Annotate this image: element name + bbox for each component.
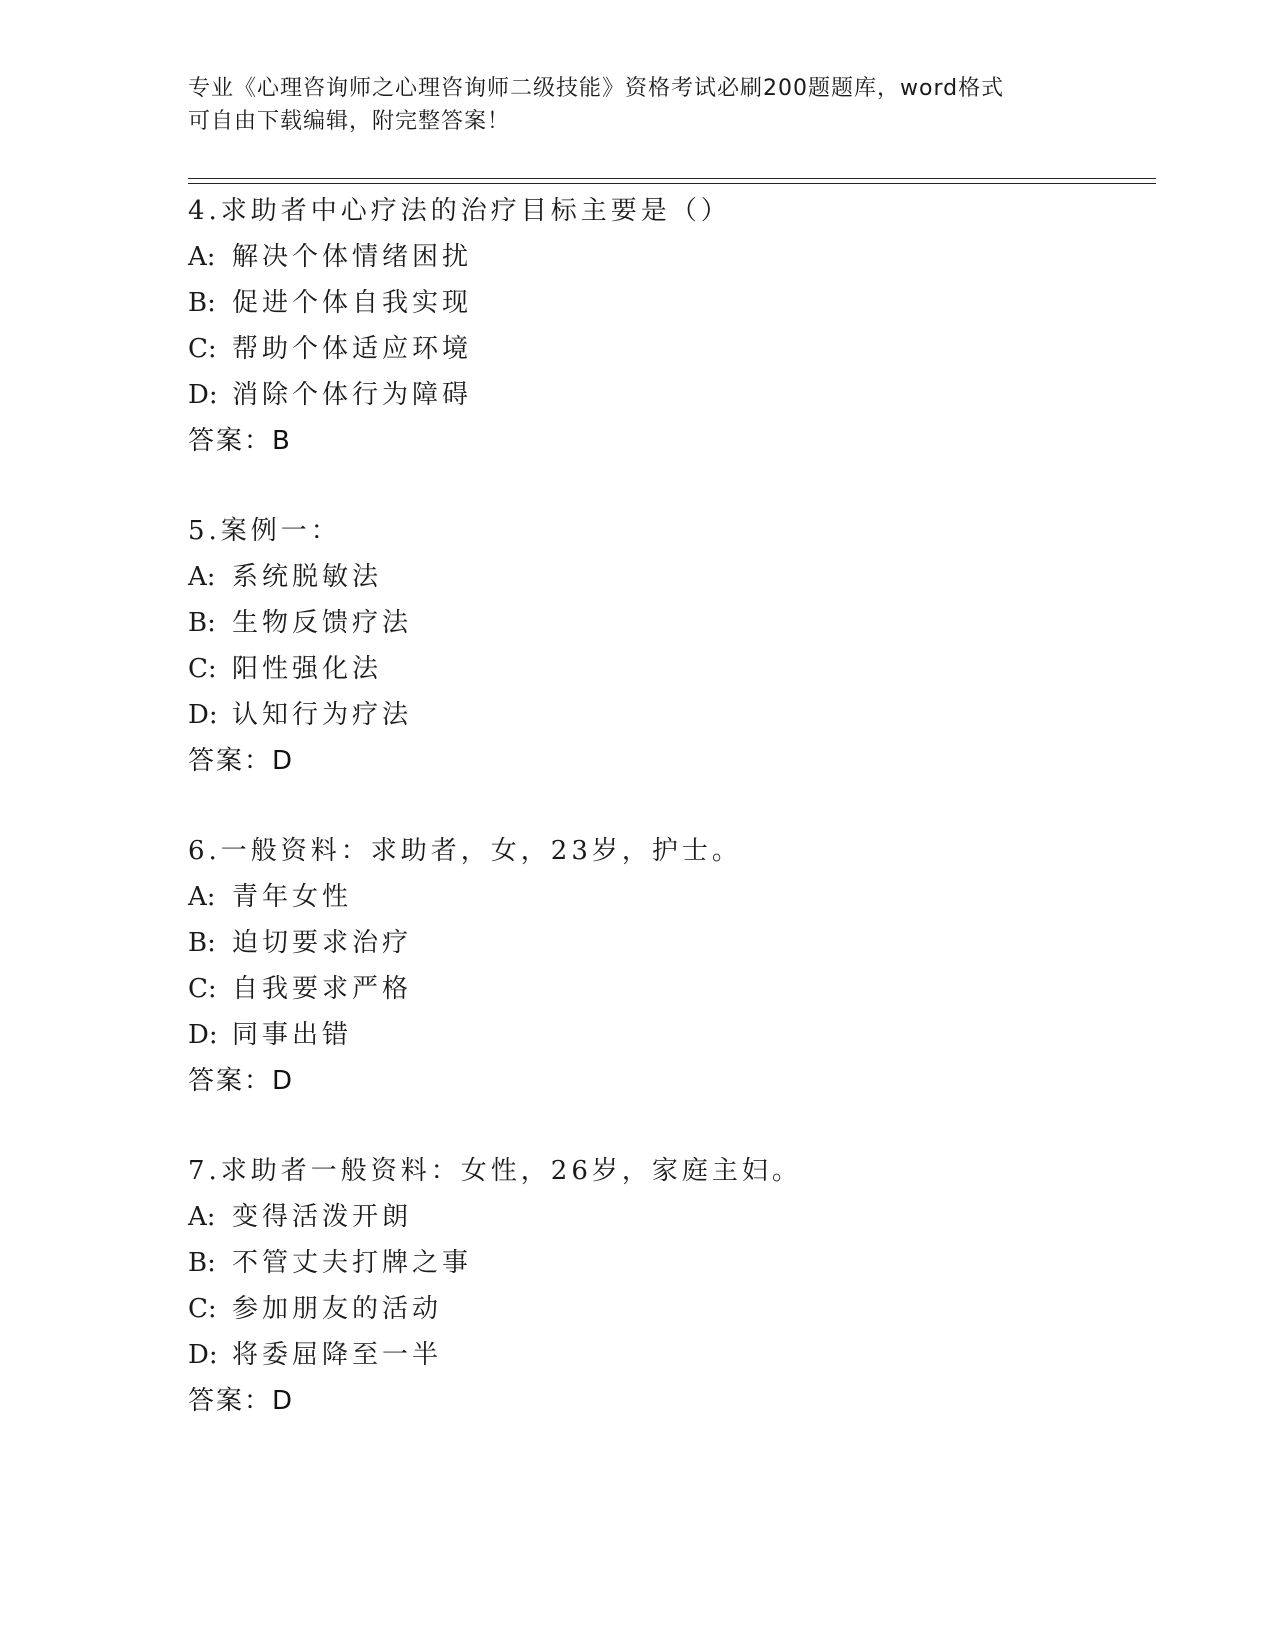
option-letter: C: [188, 654, 217, 684]
question-5 [188, 508, 1148, 784]
header-divider-top [188, 178, 1156, 179]
option-text: 促进个体自我实现 [232, 288, 473, 318]
document-header [188, 72, 1088, 138]
option-letter: C: [188, 974, 217, 1004]
question-4 [188, 188, 1148, 464]
question-stem: 6.一般资料：求助者，女，23岁，护士。 [188, 836, 742, 866]
option-text: 生物反馈疗法 [232, 608, 413, 638]
option-letter: B: [188, 608, 216, 638]
question-6 [188, 828, 1148, 1104]
header-divider-bottom [188, 183, 1156, 184]
option-letter: C: [188, 1294, 217, 1324]
option-text: 系统脱敏法 [232, 562, 383, 592]
option-c [188, 326, 1148, 372]
option-text: 解决个体情绪困扰 [232, 242, 473, 272]
option-letter: D: [188, 700, 218, 730]
option-b [188, 920, 1148, 966]
option-d [188, 692, 1148, 738]
option-c [188, 1286, 1148, 1332]
question-stem: 7.求助者一般资料：女性，26岁，家庭主妇。 [188, 1156, 802, 1186]
option-letter: B: [188, 928, 216, 958]
option-text: 迫切要求治疗 [232, 928, 413, 958]
option-letter: B: [188, 288, 216, 318]
option-b [188, 280, 1148, 326]
option-letter: C: [188, 334, 217, 364]
option-text: 自我要求严格 [232, 974, 413, 1004]
header-line-2: 可自由下载编辑，附完整答案！ [188, 109, 511, 134]
option-text: 变得活泼开朗 [232, 1202, 413, 1232]
option-letter: A: [188, 242, 216, 272]
option-a [188, 554, 1148, 600]
option-text: 青年女性 [232, 882, 353, 912]
option-a [188, 234, 1148, 280]
answer-label: 答案：B [188, 426, 292, 456]
option-text: 参加朋友的活动 [232, 1294, 443, 1324]
option-letter: D: [188, 1340, 218, 1370]
option-text: 认知行为疗法 [232, 700, 413, 730]
option-text: 阳性强化法 [232, 654, 383, 684]
option-d [188, 1332, 1148, 1378]
option-text: 不管丈夫打牌之事 [232, 1248, 473, 1278]
option-c [188, 966, 1148, 1012]
option-letter: B: [188, 1248, 216, 1278]
option-letter: A: [188, 562, 216, 592]
answer-label: 答案：D [188, 1066, 295, 1096]
header-line-1: 专业《心理咨询师之心理咨询师二级技能》资格考试必刷200题题库，word格式 [188, 76, 1005, 101]
answer-label: 答案：D [188, 746, 295, 776]
question-stem: 5.案例一： [188, 516, 341, 546]
option-letter: A: [188, 882, 216, 912]
option-text: 将委屈降至一半 [232, 1340, 443, 1370]
option-text: 同事出错 [232, 1020, 353, 1050]
answer-label: 答案：D [188, 1386, 295, 1416]
option-letter: D: [188, 380, 218, 410]
option-c [188, 646, 1148, 692]
option-letter: A: [188, 1202, 216, 1232]
option-text: 帮助个体适应环境 [232, 334, 473, 364]
question-7 [188, 1148, 1148, 1424]
option-b [188, 1240, 1148, 1286]
option-d [188, 1012, 1148, 1058]
option-b [188, 600, 1148, 646]
option-text: 消除个体行为障碍 [232, 380, 473, 410]
option-a [188, 874, 1148, 920]
option-a [188, 1194, 1148, 1240]
option-d [188, 372, 1148, 418]
question-stem: 4.求助者中心疗法的治疗目标主要是（） [188, 196, 731, 226]
option-letter: D: [188, 1020, 218, 1050]
